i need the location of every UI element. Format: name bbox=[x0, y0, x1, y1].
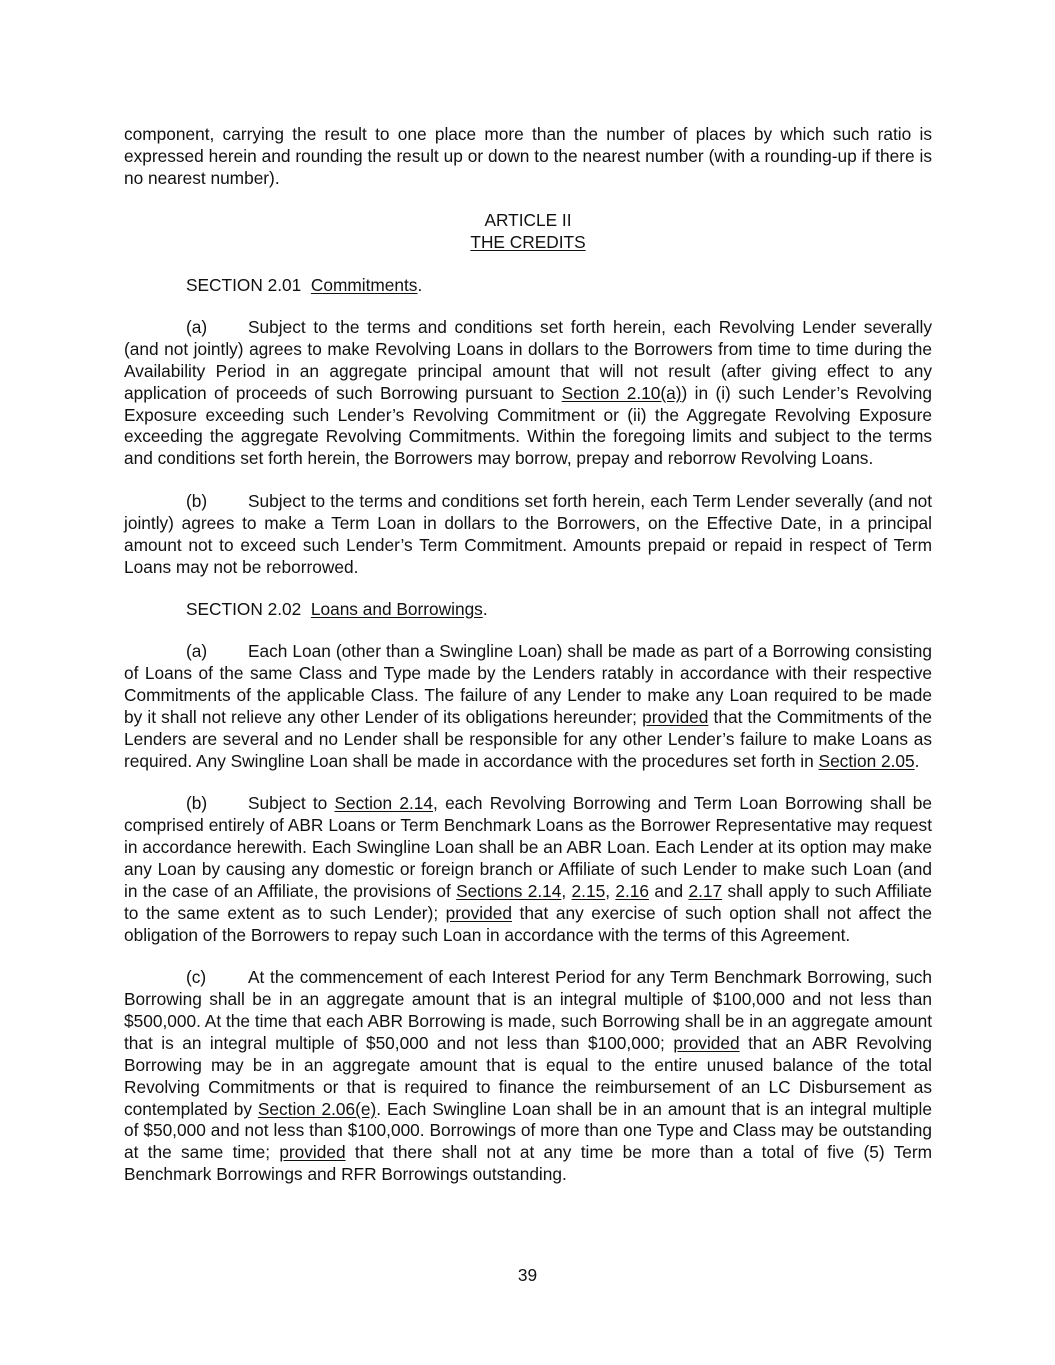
cross-reference: 2.16 bbox=[615, 880, 649, 901]
clause-text: , bbox=[561, 880, 572, 901]
section-2-01-title: Commitments bbox=[310, 274, 418, 295]
cross-reference: Section 2.14 bbox=[334, 793, 434, 814]
provided-term: provided bbox=[279, 1142, 346, 1163]
intro-paragraph: component, carrying the result to one place more than the number of places by which such ratio is expressed herein and rounding the result up or down to the nearest number (with a rounding-up if there is no nearest number). bbox=[124, 124, 932, 188]
clause-text: Subject to the terms and conditions set forth herein, each Term Lender severally (and not jointly) agrees to make a Term Loan in dollars to the Borrowers, on the Effective Date, in a principal amount not to exceed such Lender’s Term Commitment. Amounts prepaid or repaid in respect of Term Loans may not be reborrowed. bbox=[124, 490, 932, 577]
article-title bbox=[124, 232, 932, 254]
clause-text: and bbox=[648, 880, 689, 901]
section-2-02-title: Loans and Borrowings bbox=[310, 598, 483, 619]
section-2-02-c bbox=[124, 967, 932, 1186]
section-2-01-a bbox=[124, 317, 932, 470]
section-2-02-heading: SECTION 2.02 Loans and Borrowings. bbox=[186, 598, 488, 619]
clause-label: (b) bbox=[186, 490, 208, 511]
provided-term: provided bbox=[445, 902, 512, 923]
page-number: 39 bbox=[517, 1265, 538, 1285]
clause-text: that any exercise of such option shall not affect the obligation of the Borrowers to repay such Loan in accordance with the terms of this Agreement. bbox=[124, 902, 932, 945]
clause-text: shall apply to such Affiliate to the same extent as to such Lender); bbox=[124, 880, 933, 923]
clause-text: , bbox=[605, 880, 616, 901]
clause-text: ) in (i) such Lender’s Revolving Exposure exceeding such Lender’s Revolving Commitment or (ii) the Aggregate Revolving Exposure exceeding the aggregate Revolving Commitments. Within the foregoing limits and subject to the terms and conditions set forth herein, the Borrowers may borrow, prepay and reborrow Revolving Loans. bbox=[124, 382, 932, 469]
section-2-02-b bbox=[124, 793, 932, 946]
document-page bbox=[124, 124, 932, 1186]
section-2-01-number: SECTION 2.01 bbox=[186, 274, 302, 295]
clause-text: Each Loan (other than a Swingline Loan) shall be made as part of a Borrowing consisting of Loans of the same Class and Type made by the Lenders ratably in accordance with their respective Commitments of the applicable Class. The failure of any Lender to make any Loan required to be made by it shall not relieve any other Lender of its obligations hereunder; bbox=[124, 641, 932, 728]
provided-term: provided bbox=[642, 707, 709, 728]
cross-reference: Sections 2.14 bbox=[456, 880, 562, 901]
provided-term: provided bbox=[673, 1032, 740, 1053]
clause-text: . Each Swingline Loan shall be in an amount that is an integral multiple of $50,000 and not less than $100,000. Borrowings of more than one Type and Class may be outstanding at the same time; bbox=[124, 1098, 932, 1163]
article-title-text: THE CREDITS bbox=[470, 232, 586, 253]
cross-reference: Section 2.05 bbox=[818, 750, 915, 771]
clause-text: Subject to bbox=[248, 793, 335, 814]
cross-reference: 2.15 bbox=[571, 880, 606, 901]
article-number: ARTICLE II bbox=[484, 210, 572, 231]
section-2-01-heading: SECTION 2.01 Commitments. bbox=[186, 274, 423, 295]
clause-text: , each Revolving Borrowing and Term Loan Borrowing shall be comprised entirely of ABR Loans or Term Benchmark Loans as the Borrower Representative may request in accordance herewith. Each Swingline Loan shall be an ABR Loan. Each Lender at its option may make any Loan by causing any domestic or foreign branch or Affiliate of such Lender to make such Loan (and in the case of an Affiliate, the provisions of bbox=[124, 793, 932, 901]
section-2-02-number: SECTION 2.02 bbox=[186, 598, 302, 619]
cross-reference: 2.17 bbox=[688, 880, 723, 901]
clause-label: (c) bbox=[186, 967, 207, 988]
cross-reference: Section 2.10(a) bbox=[561, 382, 682, 403]
cross-reference: Section 2.06(e) bbox=[257, 1098, 377, 1119]
clause-label: (a) bbox=[186, 641, 208, 662]
clause-text: that an ABR Revolving Borrowing may be in an aggregate amount that is equal to the entire unused balance of the total Revolving Commitments or that is required to finance the reimbursement of an LC Disbursement as contemplated by bbox=[124, 1032, 932, 1119]
clause-text: that there shall not at any time be more than a total of five (5) Term Benchmark Borrowings and RFR Borrowings outstanding. bbox=[124, 1142, 932, 1185]
clause-text: Subject to the terms and conditions set forth herein, each Revolving Lender severally (and not jointly) agrees to make Revolving Loans in dollars to the Borrowers from time to time during the Availability Period in an aggregate principal amount that will not result (after giving effect to any application of proceeds of such Borrowing pursuant to bbox=[124, 316, 932, 403]
section-2-01-b bbox=[124, 491, 932, 579]
section-2-02-a bbox=[124, 641, 932, 772]
clause-text: that the Commitments of the Lenders are several and no Lender shall be responsible for any other Lender’s failure to make Loans as required. Any Swingline Loan shall be made in accordance with the procedures set forth in bbox=[124, 707, 933, 771]
clause-label: (a) bbox=[186, 316, 208, 337]
clause-label: (b) bbox=[186, 793, 208, 814]
clause-text: . bbox=[914, 750, 920, 771]
clause-text: At the commencement of each Interest Period for any Term Benchmark Borrowing, such Borrowing shall be in an aggregate amount that is an integral multiple of $100,000 and not less than $500,000. At the time that each ABR Borrowing is made, such Borrowing shall be in an aggregate amount that is an integral multiple of $50,000 and not less than $100,000; bbox=[124, 967, 932, 1053]
